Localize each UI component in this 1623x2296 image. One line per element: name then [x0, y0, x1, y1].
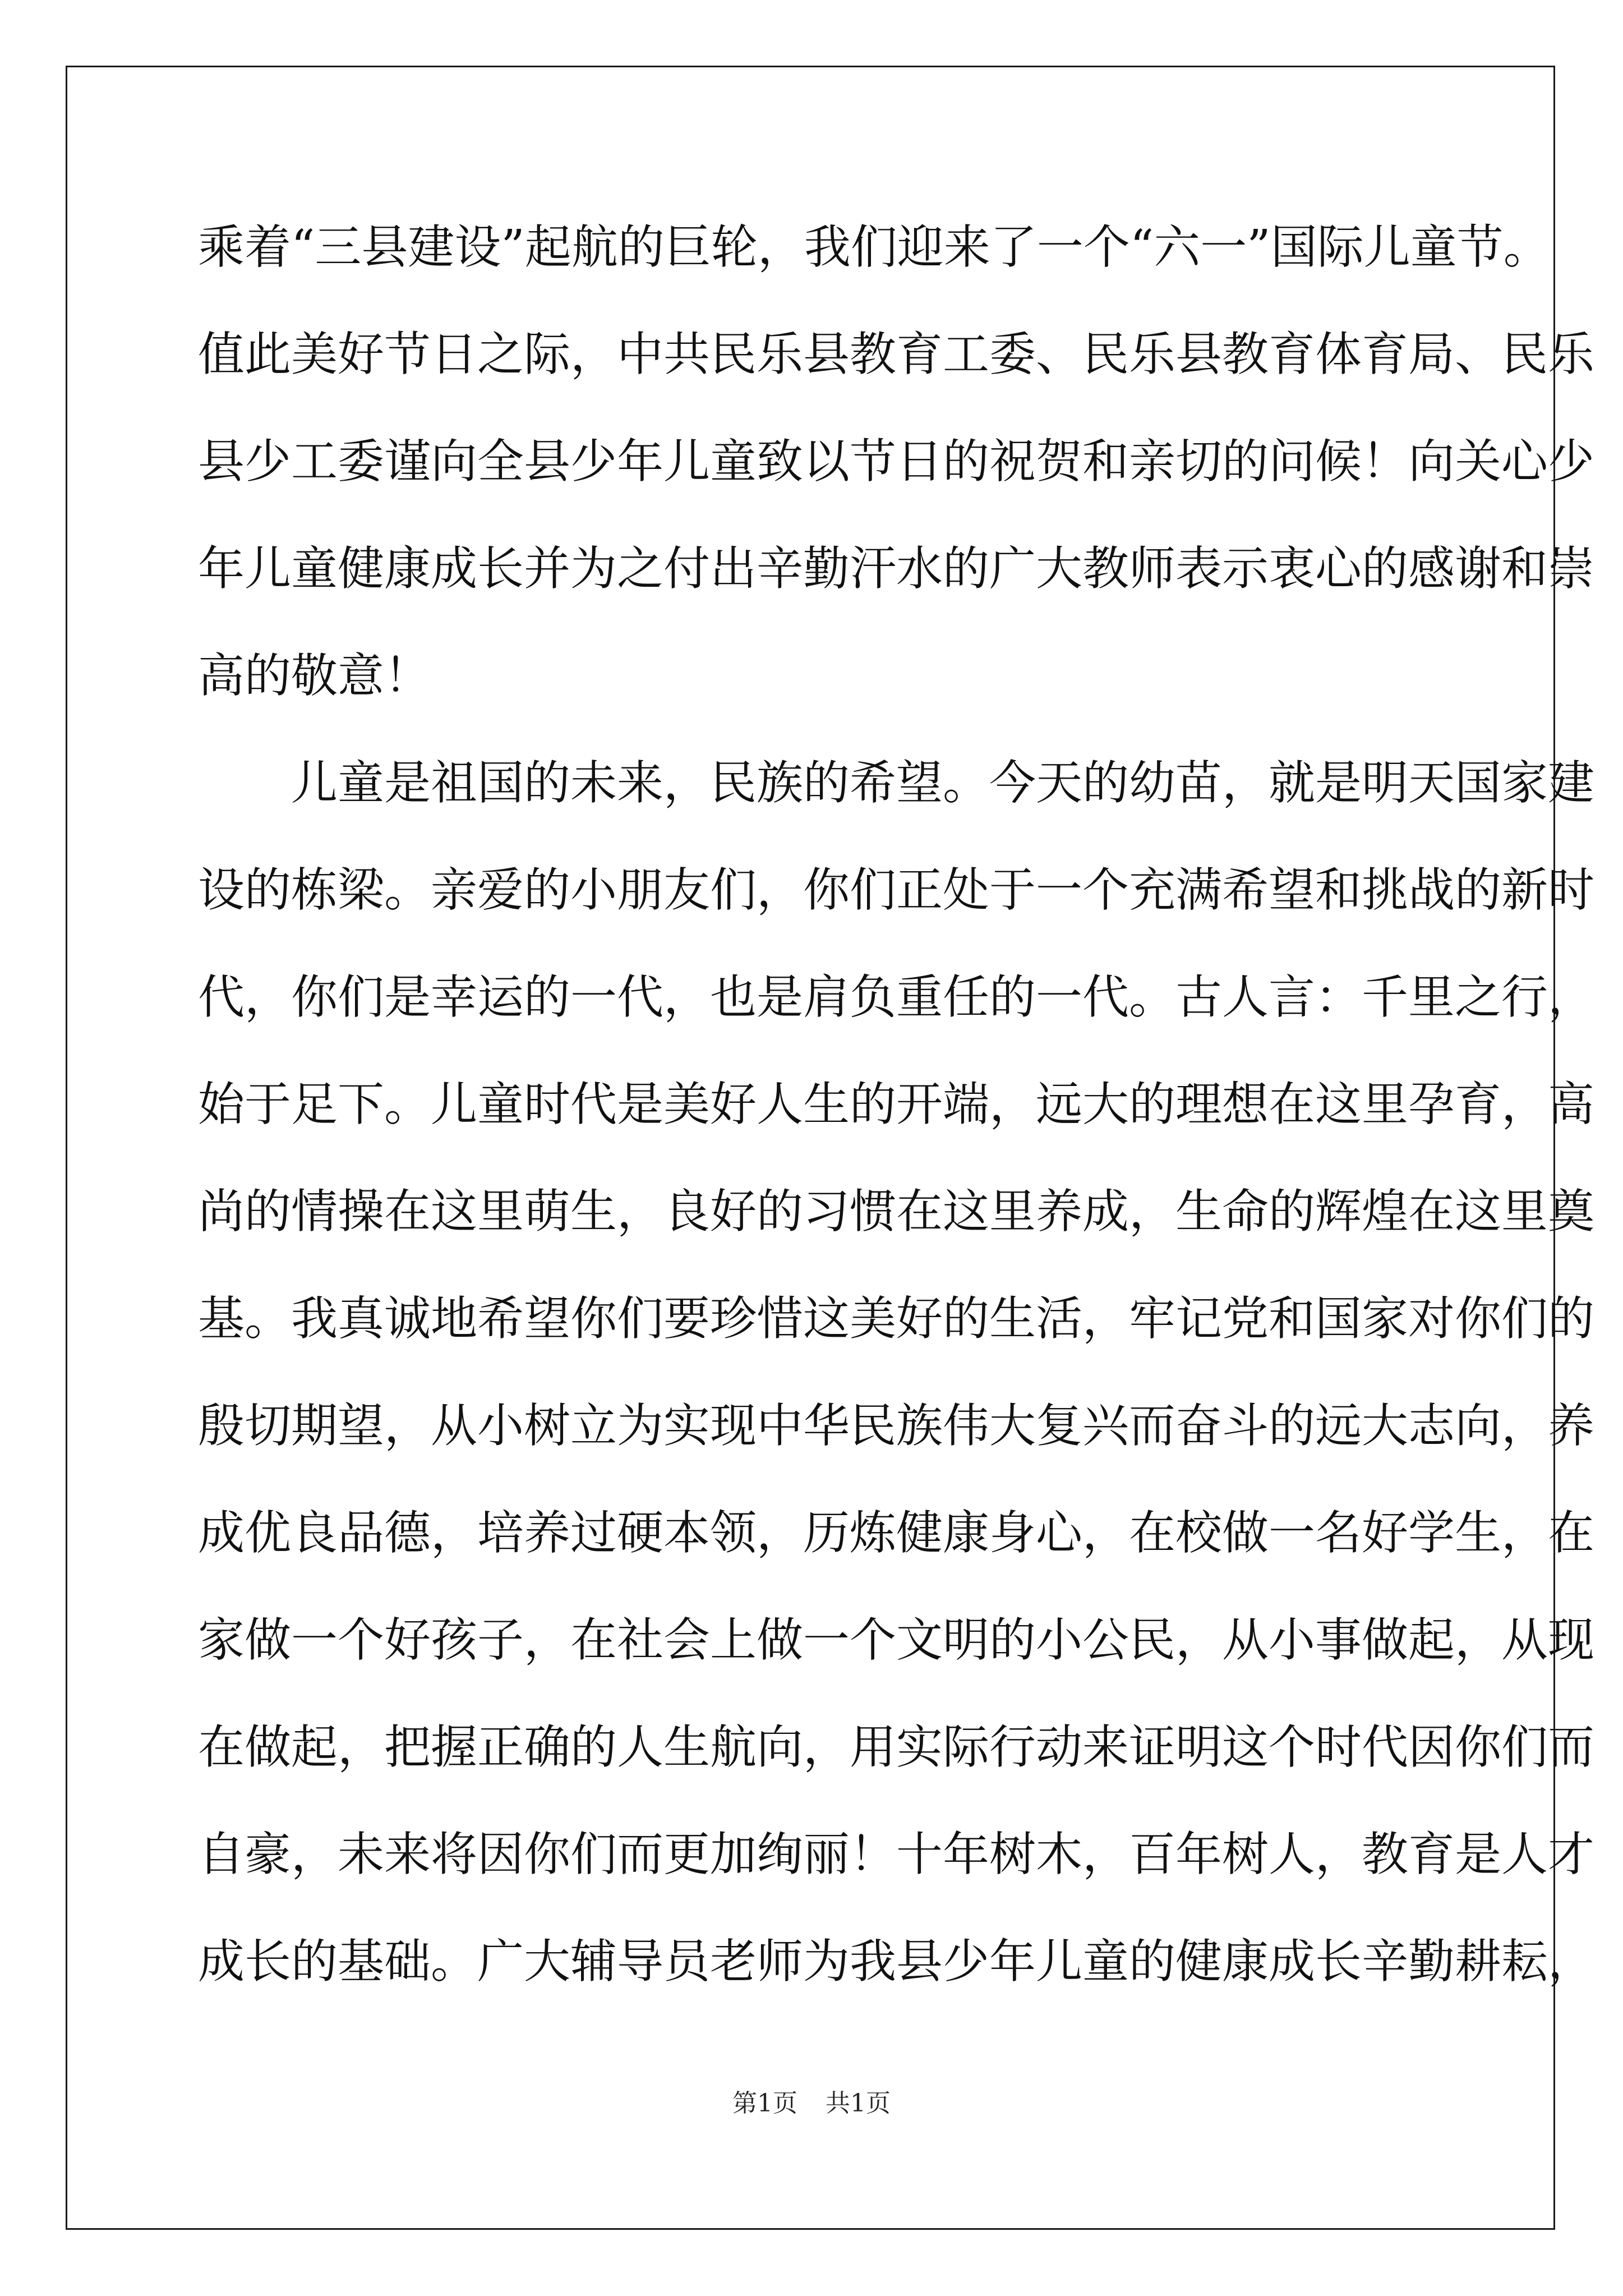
page-number-current: 第1页	[732, 2089, 797, 2118]
text-line: 始于足下。儿童时代是美好人生的开端，远大的理想在这里孕育，高	[198, 1077, 1594, 1131]
text-line: 年儿童健康成长并为之付出辛勤汗水的广大教师表示衷心的感谢和崇	[198, 541, 1594, 596]
text-line: 在做起，把握正确的人生航向，用实际行动来证明这个时代因你们而	[198, 1720, 1594, 1774]
document-body	[198, 194, 1594, 2015]
text-line: 基。我真诚地希望你们要珍惜这美好的生活，牢记党和国家对你们的	[198, 1291, 1594, 1346]
text-line: 自豪，未来将因你们而更加绚丽！十年树木，百年树人，教育是人才	[198, 1827, 1594, 1881]
text-line: 乘着“三县建设”起航的巨轮，我们迎来了一个“六一”国际儿童节。	[198, 220, 1550, 274]
text-line: 尚的情操在这里萌生，良好的习惯在这里养成，生命的辉煌在这里奠	[198, 1184, 1594, 1239]
text-line: 殷切期望，从小树立为实现中华民族伟大复兴而奋斗的远大志向，养	[198, 1398, 1594, 1453]
text-line: 设的栋梁。亲爱的小朋友们，你们正处于一个充满希望和挑战的新时	[198, 863, 1594, 917]
page-footer	[0, 2087, 1623, 2120]
text-line: 县少工委谨向全县少年儿童致以节日的祝贺和亲切的问候！向关心少	[198, 434, 1594, 489]
text-line: 值此美好节日之际，中共民乐县教育工委、民乐县教育体育局、民乐	[198, 327, 1594, 381]
text-line: 高的敬意！	[198, 648, 431, 703]
page-number-total: 共1页	[826, 2089, 891, 2118]
text-line: 家做一个好孩子，在社会上做一个文明的小公民，从小事做起，从现	[198, 1613, 1594, 1667]
text-line-paragraph-start: 儿童是祖国的未来，民族的希望。今天的幼苗，就是明天国家建	[291, 756, 1594, 810]
text-line: 代，你们是幸运的一代，也是肩负重任的一代。古人言：千里之行，	[198, 970, 1594, 1024]
text-line: 成优良品德，培养过硬本领，历炼健康身心，在校做一名好学生，在	[198, 1506, 1594, 1560]
text-line: 成长的基础。广大辅导员老师为我县少年儿童的健康成长辛勤耕耘，	[198, 1934, 1594, 1989]
